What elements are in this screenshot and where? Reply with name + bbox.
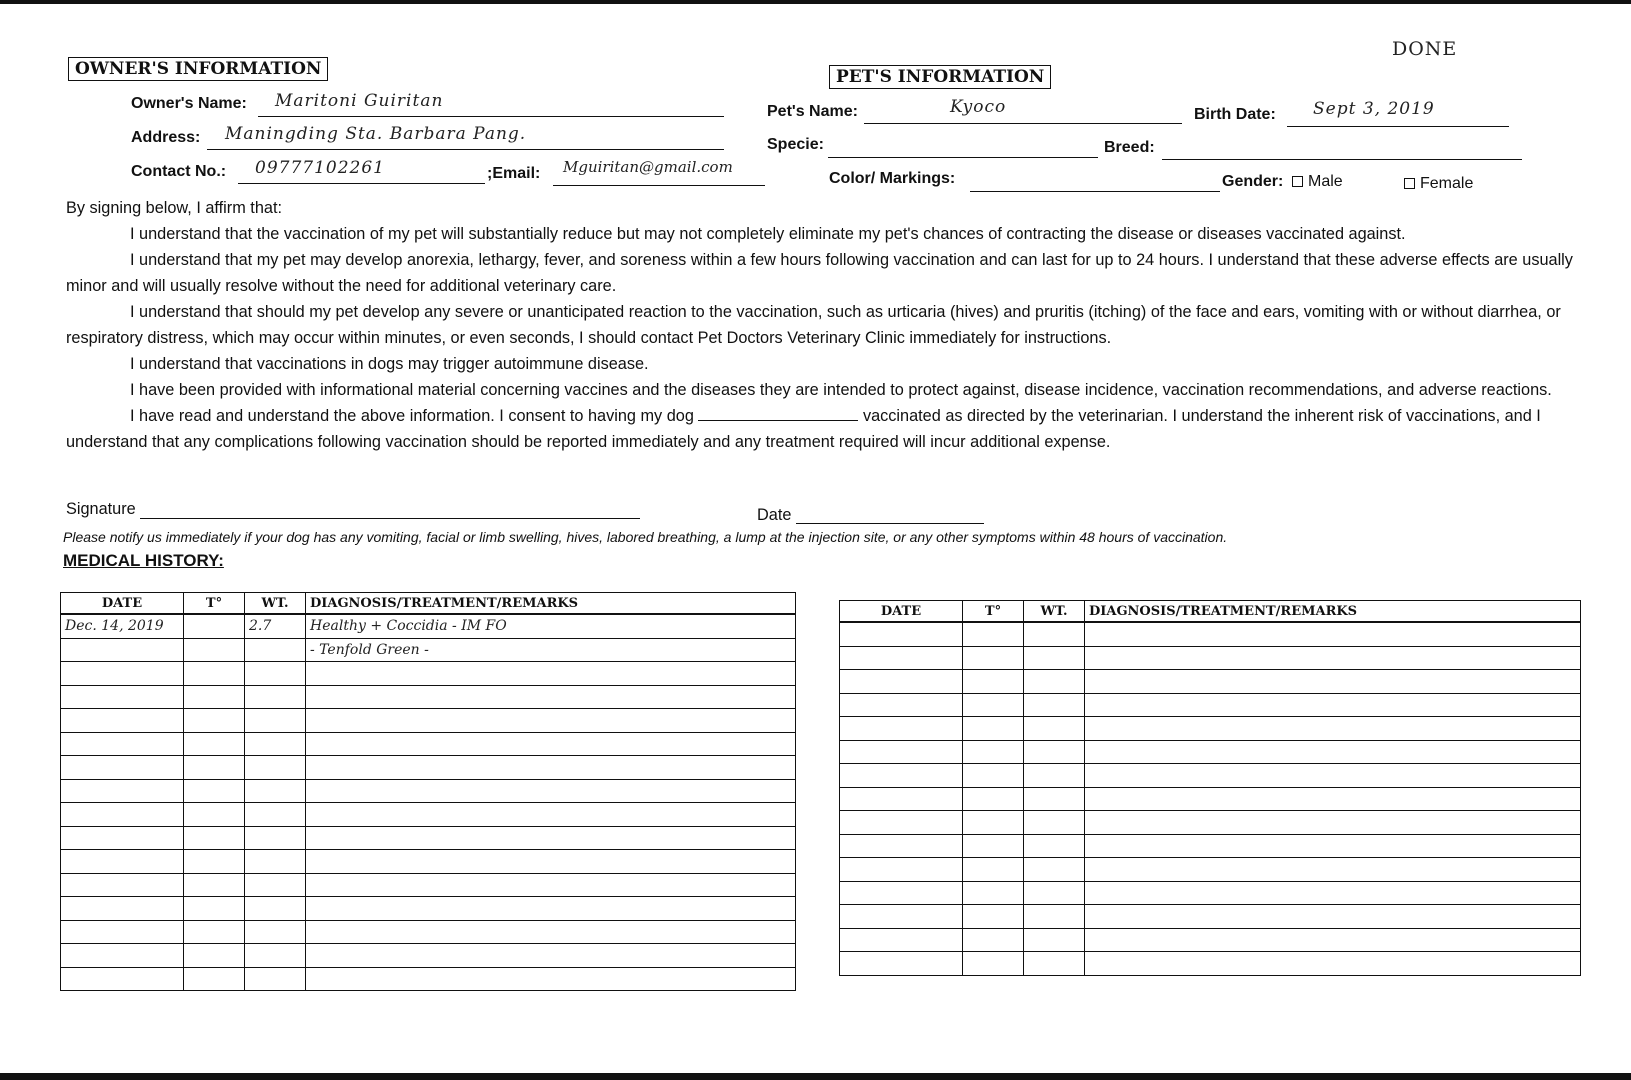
table-cell[interactable]: [184, 732, 245, 756]
table-cell[interactable]: [306, 685, 796, 709]
table-cell[interactable]: [963, 693, 1024, 717]
table-row: [840, 693, 1581, 717]
table-cell[interactable]: [184, 967, 245, 991]
table-cell[interactable]: [245, 944, 306, 968]
pet-name-label: Pet's Name:: [767, 103, 858, 120]
table-cell[interactable]: [1024, 952, 1085, 976]
col-temp: T°: [184, 593, 245, 615]
table-cell[interactable]: [963, 858, 1024, 882]
table-cell[interactable]: [840, 858, 963, 882]
contact-label: Contact No.:: [131, 163, 227, 180]
table-cell[interactable]: [1085, 622, 1581, 646]
table-cell[interactable]: [184, 920, 245, 944]
table-row: [840, 952, 1581, 976]
table-cell[interactable]: [245, 826, 306, 850]
table-cell[interactable]: [61, 920, 184, 944]
table-cell[interactable]: [1085, 811, 1581, 835]
table-cell[interactable]: [1085, 905, 1581, 929]
table-cell[interactable]: [963, 928, 1024, 952]
address-value[interactable]: Maningding Sta. Barbara Pang.: [225, 124, 527, 144]
table-cell[interactable]: [963, 646, 1024, 670]
table-cell[interactable]: [61, 873, 184, 897]
table-cell[interactable]: [963, 764, 1024, 788]
table-cell[interactable]: [184, 709, 245, 733]
table-cell[interactable]: Dec. 14, 2019: [61, 614, 184, 638]
table-cell[interactable]: [184, 779, 245, 803]
gender-male-label: Male: [1308, 173, 1343, 190]
table-cell[interactable]: [306, 873, 796, 897]
table-cell[interactable]: [1024, 811, 1085, 835]
birth-date-line: [1287, 126, 1509, 127]
table-cell[interactable]: [963, 787, 1024, 811]
col-diagnosis: DIAGNOSIS/TREATMENT/REMARKS: [1085, 601, 1581, 623]
table-cell[interactable]: [306, 709, 796, 733]
contact-value[interactable]: 09777102261: [255, 158, 385, 178]
table-cell[interactable]: [61, 826, 184, 850]
consent-paragraph-6b: vaccinated as directed by the veterinarian. I understand the inherent risk of vaccinations, and I understand that any complications following vaccination should be reported immediately and any treatment required will incur additional expense.: [66, 407, 1541, 451]
table-cell[interactable]: [245, 873, 306, 897]
table-cell[interactable]: [1085, 858, 1581, 882]
color-markings-label: Color/ Markings:: [829, 170, 956, 187]
table-row: [61, 756, 796, 780]
table-cell[interactable]: - Tenfold Green -: [306, 638, 796, 662]
owner-info-heading: OWNER'S INFORMATION: [68, 57, 328, 81]
table-row: [61, 614, 796, 638]
email-label: ;Email:: [487, 165, 541, 182]
specie-line: [828, 157, 1098, 158]
table-cell[interactable]: [1024, 928, 1085, 952]
color-markings-line: [970, 191, 1220, 192]
table-cell[interactable]: [306, 756, 796, 780]
medical-table-right: [839, 600, 1581, 976]
date-line[interactable]: [796, 523, 984, 524]
table-cell[interactable]: [306, 662, 796, 686]
consent-section: [66, 195, 1576, 455]
email-value[interactable]: Mguiritan@gmail.com: [563, 158, 733, 176]
table-cell[interactable]: [184, 873, 245, 897]
specie-label: Specie:: [767, 136, 824, 153]
table-cell[interactable]: [840, 717, 963, 741]
table-cell[interactable]: [1085, 717, 1581, 741]
birth-date-value[interactable]: Sept 3, 2019: [1313, 99, 1435, 119]
table-cell[interactable]: [245, 756, 306, 780]
table-row: [840, 928, 1581, 952]
table-cell[interactable]: [840, 905, 963, 929]
table-cell[interactable]: [1024, 881, 1085, 905]
table-cell[interactable]: [963, 670, 1024, 694]
col-date: DATE: [61, 593, 184, 615]
table-cell[interactable]: [61, 638, 184, 662]
table-cell[interactable]: 2.7: [245, 614, 306, 638]
address-label: Address:: [131, 129, 201, 146]
table-row: [840, 905, 1581, 929]
table-cell[interactable]: [61, 850, 184, 874]
table-row: [840, 622, 1581, 646]
table-cell[interactable]: [1024, 787, 1085, 811]
table-cell[interactable]: [184, 944, 245, 968]
table-row: [61, 920, 796, 944]
table-cell[interactable]: [306, 732, 796, 756]
gender-female-label: Female: [1420, 175, 1474, 192]
col-weight: WT.: [1024, 601, 1085, 623]
table-cell[interactable]: [61, 779, 184, 803]
notify-notice: Please notify us immediately if your dog has any vomiting, facial or limb swelling, hives, labored breathing, a lump at the injection site, or any other symptoms within 48 hours of vaccination.: [63, 529, 1228, 545]
owner-name-line: [258, 116, 724, 117]
table-cell[interactable]: [184, 638, 245, 662]
col-weight: WT.: [245, 593, 306, 615]
table-cell[interactable]: [963, 905, 1024, 929]
table-cell[interactable]: [184, 756, 245, 780]
table-cell[interactable]: [1085, 881, 1581, 905]
male-checkbox-checked[interactable]: [1292, 176, 1303, 187]
table-row: [840, 646, 1581, 670]
table-cell[interactable]: [1085, 952, 1581, 976]
table-cell[interactable]: [306, 967, 796, 991]
dog-name-blank[interactable]: [698, 419, 858, 421]
col-diagnosis: DIAGNOSIS/TREATMENT/REMARKS: [306, 593, 796, 615]
email-line: [553, 185, 765, 186]
table-cell[interactable]: [840, 693, 963, 717]
table-cell[interactable]: [1024, 670, 1085, 694]
medical-history-heading: MEDICAL HISTORY:: [63, 551, 224, 570]
table-cell[interactable]: [245, 967, 306, 991]
gender-male-option[interactable]: [1292, 173, 1343, 191]
table-cell[interactable]: [184, 850, 245, 874]
table-row: [61, 709, 796, 733]
consent-intro: By signing below, I affirm that:: [66, 199, 282, 217]
consent-paragraph-4: I understand that vaccinations in dogs may trigger autoimmune disease.: [130, 355, 649, 373]
table-cell[interactable]: [1024, 764, 1085, 788]
table-row: [840, 717, 1581, 741]
table-cell[interactable]: [184, 614, 245, 638]
table-row: [840, 881, 1581, 905]
table-cell[interactable]: [963, 834, 1024, 858]
table-cell[interactable]: [1024, 717, 1085, 741]
table-cell[interactable]: [840, 952, 963, 976]
table-cell[interactable]: [245, 897, 306, 921]
table-cell[interactable]: [61, 756, 184, 780]
table-cell[interactable]: [184, 662, 245, 686]
table-row: [61, 873, 796, 897]
consent-paragraph-6: [66, 403, 1576, 455]
table-cell[interactable]: [1085, 646, 1581, 670]
table-row: [61, 779, 796, 803]
table-cell[interactable]: Healthy + Coccidia - IM FO: [306, 614, 796, 638]
table-cell[interactable]: [963, 881, 1024, 905]
table-cell[interactable]: [184, 826, 245, 850]
table-cell[interactable]: [245, 662, 306, 686]
table-row: [61, 638, 796, 662]
table-cell[interactable]: [840, 811, 963, 835]
done-stamp: DONE: [1392, 38, 1458, 60]
consent-paragraph-5: I have been provided with informational material concerning vaccines and the diseases they are intended to protect against, disease incidence, vaccination recommendations, and adverse reactions.: [130, 381, 1552, 399]
scan-bottom-edge: [0, 1073, 1631, 1080]
table-cell[interactable]: [963, 717, 1024, 741]
table-cell[interactable]: [61, 944, 184, 968]
table-row: [840, 787, 1581, 811]
table-row: [840, 811, 1581, 835]
table-cell[interactable]: [184, 685, 245, 709]
table-cell[interactable]: [1085, 928, 1581, 952]
breed-line: [1162, 159, 1522, 160]
table-cell[interactable]: [306, 944, 796, 968]
table-cell[interactable]: [840, 787, 963, 811]
table-cell[interactable]: [963, 622, 1024, 646]
table-cell[interactable]: [963, 740, 1024, 764]
signature-label: Signature: [66, 500, 136, 518]
birth-date-label: Birth Date:: [1194, 106, 1276, 123]
table-cell[interactable]: [245, 732, 306, 756]
consent-paragraph-3: I understand that should my pet develop any severe or unanticipated reaction to the vaccination, such as urticaria (hives) and pruritis (itching) of the face and ears, vomiting with or without diarrhea, or respiratory distress, which may occur within minutes, or even seconds, I should contact Pet Doctors Veterinary Clinic immediately for instructions.: [66, 303, 1561, 347]
table-cell[interactable]: [840, 928, 963, 952]
table-row: [61, 944, 796, 968]
table-row: [840, 764, 1581, 788]
table-cell[interactable]: [245, 685, 306, 709]
table-cell[interactable]: [840, 881, 963, 905]
table-row: [840, 834, 1581, 858]
table-cell[interactable]: [61, 709, 184, 733]
contact-line: [238, 183, 485, 184]
table-cell[interactable]: [1024, 858, 1085, 882]
consent-paragraph-2: I understand that my pet may develop anorexia, lethargy, fever, and soreness within a few hours following vaccination and can last for up to 24 hours. I understand that these adverse effects are usually minor and will usually resolve without the need for additional veterinary care.: [66, 251, 1573, 295]
table-cell[interactable]: [61, 662, 184, 686]
col-date: DATE: [840, 601, 963, 623]
table-cell[interactable]: [1085, 764, 1581, 788]
table-cell[interactable]: [61, 803, 184, 827]
owner-name-label: Owner's Name:: [131, 95, 247, 112]
table-cell[interactable]: [1024, 622, 1085, 646]
table-row: [61, 803, 796, 827]
table-cell[interactable]: [306, 897, 796, 921]
table-cell[interactable]: [61, 732, 184, 756]
address-line: [207, 149, 724, 150]
table-cell[interactable]: [245, 779, 306, 803]
table-cell[interactable]: [184, 803, 245, 827]
gender-female-option[interactable]: [1404, 175, 1473, 193]
owner-name-value[interactable]: Maritoni Guiritan: [275, 91, 444, 111]
table-cell[interactable]: [245, 920, 306, 944]
table-cell[interactable]: [306, 850, 796, 874]
consent-paragraph-6a: I have read and understand the above information. I consent to having my dog: [130, 407, 694, 425]
table-cell[interactable]: [1024, 834, 1085, 858]
table-row: [840, 858, 1581, 882]
medical-table-left-body: [61, 614, 796, 991]
pet-name-line: [864, 123, 1182, 124]
table-cell[interactable]: [306, 779, 796, 803]
table-cell[interactable]: [61, 685, 184, 709]
table-cell[interactable]: [61, 967, 184, 991]
table-row: [61, 732, 796, 756]
table-cell[interactable]: [245, 803, 306, 827]
table-cell[interactable]: [245, 638, 306, 662]
table-cell[interactable]: [1024, 646, 1085, 670]
female-checkbox[interactable]: [1404, 178, 1415, 189]
table-cell[interactable]: [963, 811, 1024, 835]
date-label: Date: [757, 506, 792, 524]
table-row: [61, 967, 796, 991]
pet-name-value[interactable]: Kyoco: [950, 97, 1007, 117]
gender-label: Gender:: [1222, 173, 1284, 190]
table-cell[interactable]: [840, 740, 963, 764]
pet-info-heading: PET'S INFORMATION: [829, 65, 1051, 89]
table-cell[interactable]: [245, 850, 306, 874]
table-cell[interactable]: [840, 834, 963, 858]
table-cell[interactable]: [1024, 693, 1085, 717]
table-cell[interactable]: [1085, 740, 1581, 764]
table-cell[interactable]: [840, 646, 963, 670]
medical-table-right-body: [840, 622, 1581, 975]
table-row: [840, 670, 1581, 694]
table-row: [61, 826, 796, 850]
table-cell[interactable]: [1085, 787, 1581, 811]
table-cell[interactable]: [840, 764, 963, 788]
col-temp: T°: [963, 601, 1024, 623]
table-row: [61, 897, 796, 921]
table-cell[interactable]: [1085, 693, 1581, 717]
table-cell[interactable]: [1024, 905, 1085, 929]
table-cell[interactable]: [306, 826, 796, 850]
table-row: [61, 850, 796, 874]
table-cell[interactable]: [840, 622, 963, 646]
table-cell[interactable]: [306, 920, 796, 944]
table-cell[interactable]: [306, 803, 796, 827]
scan-top-edge: [0, 0, 1631, 4]
table-cell[interactable]: [184, 897, 245, 921]
table-row: [840, 740, 1581, 764]
table-cell[interactable]: [245, 709, 306, 733]
table-cell[interactable]: [1085, 670, 1581, 694]
table-cell[interactable]: [1085, 834, 1581, 858]
medical-table-left: [60, 592, 796, 991]
table-row: [61, 662, 796, 686]
table-row: [61, 685, 796, 709]
consent-paragraph-1: I understand that the vaccination of my pet will substantially reduce but may not completely eliminate my pet's chances of contracting the disease or diseases vaccinated against.: [130, 225, 1406, 243]
table-cell[interactable]: [963, 952, 1024, 976]
table-cell[interactable]: [61, 897, 184, 921]
signature-line[interactable]: [140, 518, 640, 519]
table-cell[interactable]: [1024, 740, 1085, 764]
table-cell[interactable]: [840, 670, 963, 694]
breed-label: Breed:: [1104, 139, 1155, 156]
